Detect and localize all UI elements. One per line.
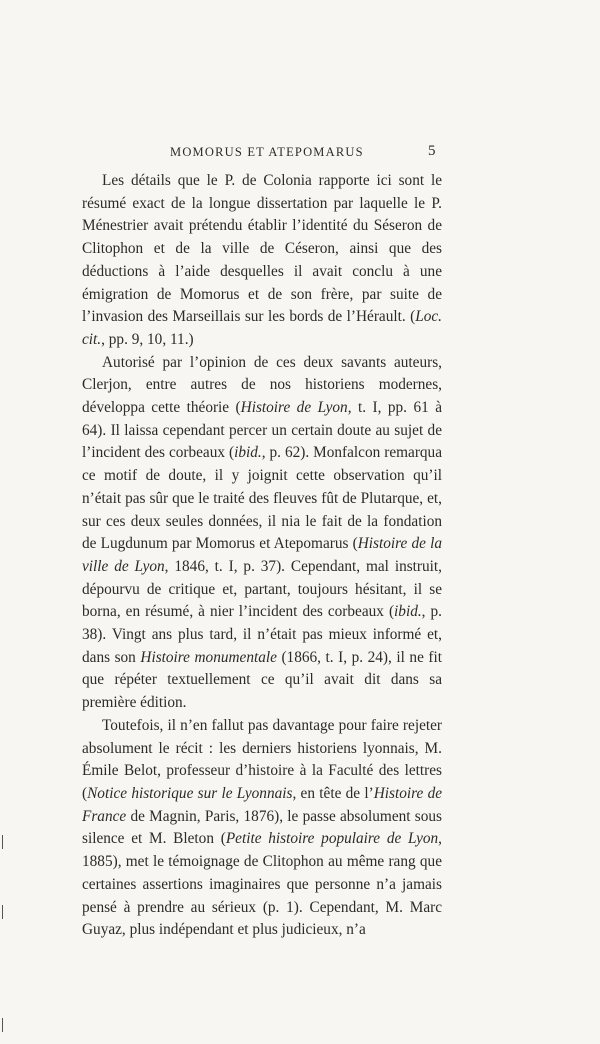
text-run: , 1885), met le témoignage de Clitophon au même rang que certaines assertions imaginaires que personne n’a jamais pensé à prendre au sérieux (p. 1). Cependant, M. Marc Guyaz, plus indépendant et plus judicieux, n’a [82, 830, 442, 939]
text-run: de Magnin, Paris, 1876), le passe absolument sous silence et M. Bleton ( [82, 807, 442, 848]
running-head [0, 145, 600, 165]
text-run: , t. I, pp. 61 à 64). Il laissa cependant percer un certain doute au sujet de l’incident des corbeaux ( [82, 399, 442, 462]
paragraph-3 [82, 715, 442, 942]
text-run: , pp. 9, 10, 11.) [101, 330, 194, 348]
italic-text: Histoire de la ville de Lyon [82, 535, 442, 575]
italic-text: Histoire de France [82, 784, 443, 825]
text-run: , 1846, t. I, p. 37). Cependant, mal instruit, dépourvu de critique et, partant, toujours hésitant, il se borna, en résumé, à nier l’incident des corbeaux ( [82, 557, 442, 621]
italic-text: Loc. cit. [82, 308, 442, 348]
paragraph-1 [82, 170, 442, 352]
italic-text: Histoire de Lyon [240, 399, 348, 417]
italic-text: ibid. [394, 603, 422, 621]
page-number: 5 [428, 143, 436, 159]
text-run: , p. 38). Vingt ans plus tard, il n’était pas mieux informé et, dans son [82, 603, 442, 666]
edge-mark [2, 905, 3, 919]
text-run: , p. 62). Monfalcon remarqua ce motif de doute, il y joignit cette observation qu’il n’était pas sûr que le traité des fleuves fût de Plutarque, et, sur ces deux seules données, il nia le fait de la fondation de Lugdunum par Momorus et Atepomarus ( [82, 444, 442, 553]
italic-text: ibid. [234, 444, 262, 462]
paragraph-2 [82, 352, 442, 715]
edge-mark [2, 1018, 3, 1032]
text-run: Toutefois, il n’en fallut pas davantage pour faire rejeter absolument le récit : les derniers historiens lyonnais, M. Émile Belot, professeur d’histoire à la Faculté des lettres ( [82, 716, 442, 802]
edge-mark [2, 835, 3, 849]
text-run: , en tête de l’ [292, 784, 374, 802]
italic-text: Notice historique sur le Lyonnais [87, 784, 293, 802]
italic-text: Petite histoire populaire de Lyon [225, 830, 439, 848]
text-run: Autorisé par l’opinion de ces deux savants auteurs, Clerjon, entre autres de nos historiens modernes, développa cette théorie ( [82, 353, 442, 417]
body-text [82, 170, 442, 942]
running-title: MOMORUS ET ATEPOMARUS [170, 145, 364, 159]
text-run: Les détails que le P. de Colonia rapporte ici sont le résumé exact de la longue dissertation par laquelle le P. Ménestrier avait prétendu établir l’identité du Séseron de Clitophon et de la ville de Céseron, ainsi que des déductions à l’aide desquelles il avait conclu à une émigration de Momorus et de son frère, par suite de l’invasion des Marseillais sur les bords de l’Hérault. ( [82, 172, 442, 326]
italic-text: Histoire monumentale [140, 648, 277, 666]
text-run: (1866, t. I, p. 24), il ne fit que répéter textuellement ce qu’il avait dit dans sa première édition. [82, 648, 442, 712]
